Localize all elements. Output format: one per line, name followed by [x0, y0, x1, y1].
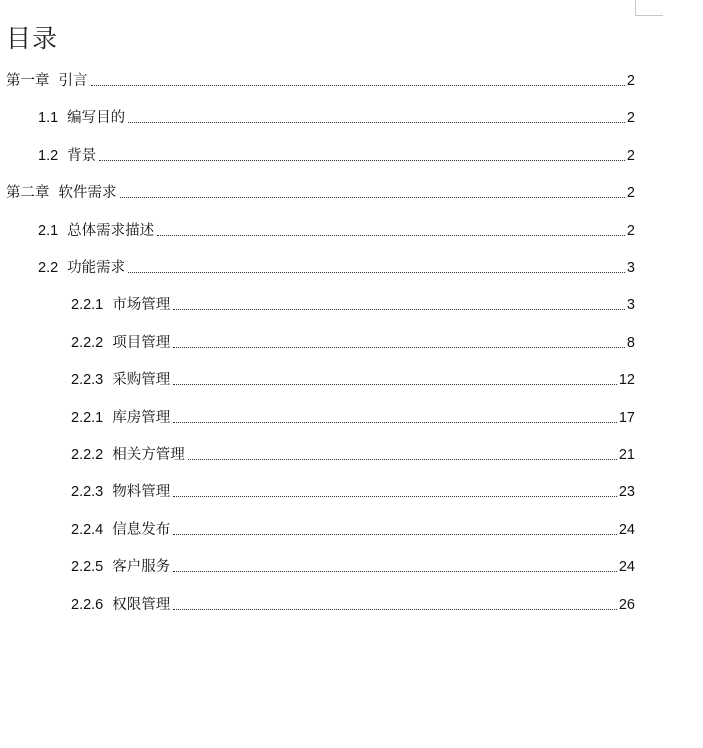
toc-entry-title: 引言 [58, 73, 88, 89]
toc-entry-title: 客户服务 [112, 559, 171, 575]
toc-entry[interactable] [71, 440, 635, 464]
toc-entry-title: 市场管理 [112, 297, 171, 313]
toc-dot-leader [173, 570, 617, 572]
toc-entry-title: 相关方管理 [112, 447, 185, 463]
toc-entry-number: 第二章 [6, 185, 50, 201]
toc-entry[interactable] [6, 178, 635, 202]
toc-entry-number: 2.2.2 [71, 447, 104, 463]
toc-entry-title: 物料管理 [112, 484, 171, 500]
toc-dot-leader [128, 121, 625, 123]
toc-dot-leader [99, 159, 625, 161]
toc-entry-title: 总体需求描述 [67, 223, 155, 239]
toc-dot-leader [157, 234, 625, 236]
toc-dot-leader [173, 533, 617, 535]
toc-entry[interactable] [71, 290, 635, 314]
toc-entry-number: 2.2.4 [71, 522, 104, 538]
toc-entry[interactable] [38, 141, 635, 165]
toc-entry-page-number: 21 [618, 447, 635, 463]
toc-entry[interactable] [71, 328, 635, 352]
toc-entry-page-number: 17 [618, 410, 635, 426]
page-corner-mark [635, 0, 663, 16]
toc-entry-number: 2.2.3 [71, 372, 104, 388]
toc-entry-title: 库房管理 [112, 410, 171, 426]
toc-entry-title: 采购管理 [112, 372, 171, 388]
toc-dot-leader [173, 308, 625, 310]
toc-entry[interactable] [38, 216, 635, 240]
toc-dot-leader [173, 346, 625, 348]
toc-entry-page-number: 12 [618, 372, 635, 388]
toc-entry-number: 2.2.1 [71, 297, 104, 313]
toc-dot-leader [188, 458, 617, 460]
toc-dot-leader [128, 271, 625, 273]
toc-entry-page-number: 24 [618, 559, 635, 575]
toc-entry-page-number: 2 [626, 185, 635, 201]
toc-entry-page-number: 3 [626, 297, 635, 313]
toc-dot-leader [173, 608, 617, 610]
toc-entry-page-number: 2 [626, 148, 635, 164]
toc-entry[interactable] [38, 103, 635, 127]
toc-dot-leader [173, 495, 617, 497]
toc-entry-number: 2.2.2 [71, 335, 104, 351]
toc-entry-page-number: 26 [618, 597, 635, 613]
toc-entry-number: 2.1 [38, 223, 59, 239]
toc-entry[interactable] [6, 66, 635, 90]
toc-entry-page-number: 24 [618, 522, 635, 538]
toc-entry[interactable] [38, 253, 635, 277]
toc-entry-title: 背景 [67, 148, 97, 164]
toc-entry-page-number: 2 [626, 73, 635, 89]
toc-entry[interactable] [71, 590, 635, 614]
toc-entry-page-number: 2 [626, 110, 635, 126]
toc-entry-title: 编写目的 [67, 110, 126, 126]
toc-entry-page-number: 2 [626, 223, 635, 239]
toc-entry-title: 信息发布 [112, 522, 171, 538]
toc-entry-title: 项目管理 [112, 335, 171, 351]
toc-entry-number: 2.2.1 [71, 410, 104, 426]
toc-entry[interactable] [71, 552, 635, 576]
toc-entry-number: 1.2 [38, 148, 59, 164]
toc-entry[interactable] [71, 365, 635, 389]
toc-entry-number: 1.1 [38, 110, 59, 126]
toc-dot-leader [173, 421, 617, 423]
toc-entry-number: 第一章 [6, 73, 50, 89]
toc-entry-title: 权限管理 [112, 597, 171, 613]
toc-dot-leader [120, 196, 625, 198]
toc-entry[interactable] [71, 403, 635, 427]
toc-entry-number: 2.2 [38, 260, 59, 276]
toc-entry-page-number: 3 [626, 260, 635, 276]
toc-entry-number: 2.2.3 [71, 484, 104, 500]
toc-entry[interactable] [71, 477, 635, 501]
toc-entry-title: 功能需求 [67, 260, 126, 276]
toc-entry-page-number: 8 [626, 335, 635, 351]
toc-entry-number: 2.2.6 [71, 597, 104, 613]
toc-entry[interactable] [71, 515, 635, 539]
toc-dot-leader [91, 84, 625, 86]
toc-dot-leader [173, 383, 617, 385]
toc-entry-page-number: 23 [618, 484, 635, 500]
toc-title: 目录 [6, 24, 59, 53]
toc-entry-number: 2.2.5 [71, 559, 104, 575]
toc-entry-title: 软件需求 [58, 185, 117, 201]
